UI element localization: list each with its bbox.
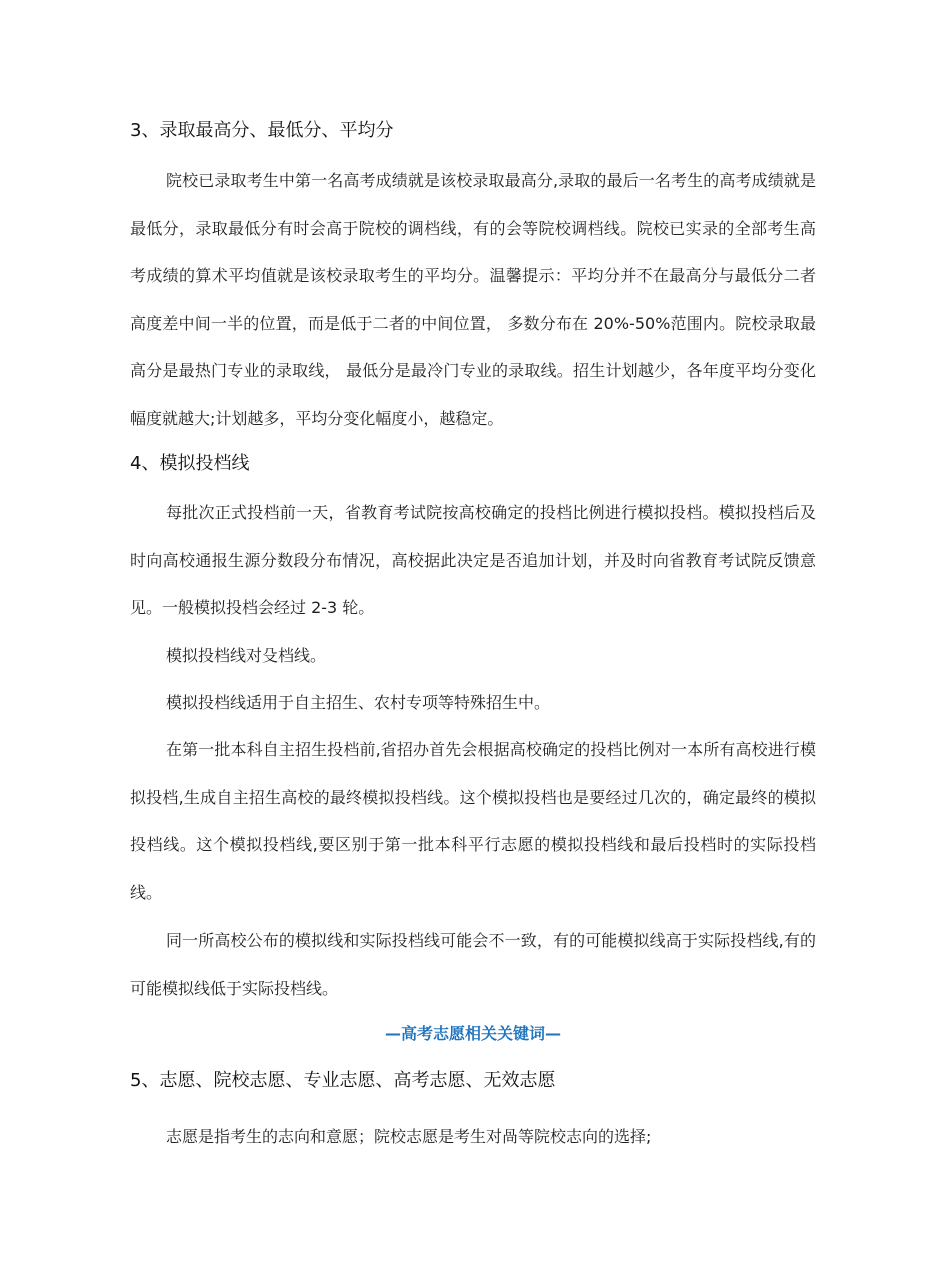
- section-banner: —高考志愿相关关键词—: [384, 1024, 561, 1043]
- section-3-paragraph-1: 院校已录取考生中第一名高考成绩就是该校录取最高分,录取的最后一名考生的高考成绩就是最低分，录取最低分有时会高于院校的调档线，有的会等院校调档线。院校已实录的全部考生高考成绩的算术平均值就是该校录取考生的平均分。温馨提示：平均分并不在最高分与最低分二者高度差中间一半的位置，而是低于二者的中间位置， 多数分布在 20%-50%范围内。院校录取最高分是最热门专业的录取线， 最低分是最冷门专业的录取线。招生计划越少，各年度平均分变化幅度就越大;计划越多，平均分变化幅度小，越稳定。: [130, 171, 816, 428]
- section-4-heading: 4、模拟投档线: [130, 453, 250, 474]
- section-4-paragraph-1: 每批次正式投档前一天，省教育考试院按高校确定的投档比例进行模拟投档。模拟投档后及时向高校通报生源分数段分布情况，高校据此决定是否追加计划，并及时向省教育考试院反馈意见。一般模拟投档会经过 2-3 轮。: [130, 503, 816, 617]
- section-4-paragraph-3: 模拟投档线适用于自主招生、农村专项等特殊招生中。: [166, 693, 551, 712]
- section-5-heading: 5、志愿、院校志愿、专业志愿、高考志愿、无效志愿: [130, 1070, 556, 1091]
- section-4-paragraph-4: 在第一批本科自主招生投档前,省招办首先会根据高校确定的投档比例对一本所有高校进行模拟投档,生成自主招生高校的最终模拟投档线。这个模拟投档也是要经过几次的，确定最终的模拟投档线。这个模拟投档线,要区别于第一批本科平行志愿的模拟投档线和最后投档时的实际投档线。: [130, 740, 816, 902]
- section-4-paragraph-5: 同一所高校公布的模拟线和实际投档线可能会不一致，有的可能模拟线高于实际投档线,有的可能模拟线低于实际投档线。: [130, 931, 816, 998]
- section-3-heading: 3、录取最高分、最低分、平均分: [130, 120, 394, 141]
- section-4-paragraph-2: 模拟投档线对殳档线。: [166, 646, 327, 665]
- section-5-paragraph-1: 志愿是指考生的志向和意愿；院校志愿是考生对咼等院校志向的选择;: [166, 1127, 652, 1146]
